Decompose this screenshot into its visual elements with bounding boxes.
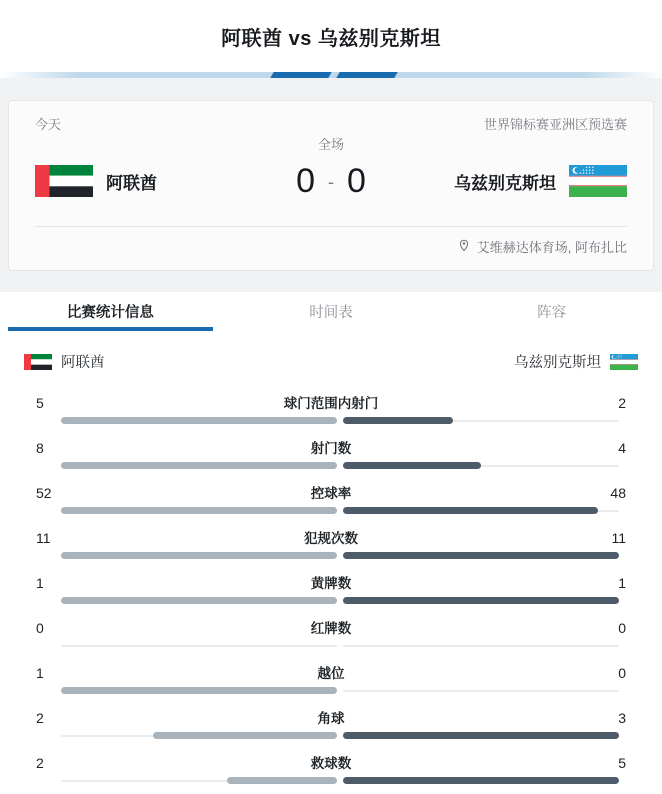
- stat-bar-away-track: [343, 642, 619, 649]
- stat-label: 犯规次数: [62, 530, 600, 547]
- stats-teams-header: [0, 353, 662, 370]
- tab-lineup[interactable]: [449, 292, 654, 331]
- stat-bar-home-track: [61, 642, 337, 649]
- stat-away-value: 1: [600, 575, 626, 592]
- venue-text: 艾维赫达体育场, 阿布扎比: [477, 237, 627, 256]
- stat-bar: [61, 507, 619, 514]
- home-team-name: 阿联酋: [106, 169, 157, 194]
- tab-label: 比赛统计信息: [67, 301, 154, 322]
- decorative-divider: [0, 72, 662, 78]
- uae-flag-icon: [35, 165, 93, 197]
- stat-home-value: 5: [36, 395, 62, 412]
- stat-bar-home-fill: [61, 507, 337, 514]
- page-header: [0, 0, 662, 72]
- match-card[interactable]: [8, 100, 654, 271]
- home-score: 0: [296, 162, 315, 201]
- stat-bar: [61, 597, 619, 604]
- stat-row: [0, 749, 662, 794]
- stat-row: [0, 434, 662, 479]
- stat-bar-home-track: [61, 597, 337, 604]
- venue-row: [35, 227, 627, 258]
- uzbekistan-flag-icon: [610, 354, 638, 370]
- stat-bar-home-track: [61, 417, 337, 424]
- tab-stats[interactable]: [8, 292, 213, 331]
- stat-bar-home-track: [61, 507, 337, 514]
- stat-label: 越位: [62, 665, 600, 682]
- stats-panel: [0, 292, 662, 794]
- score-separator: -: [328, 172, 334, 193]
- stat-bar: [61, 417, 619, 424]
- stat-home-value: 52: [36, 485, 62, 502]
- stats-home-team-name: 阿联酋: [61, 351, 105, 372]
- stat-row: [0, 569, 662, 614]
- stat-bar-home-track: [61, 462, 337, 469]
- stat-away-value: 5: [600, 755, 626, 772]
- location-pin-icon: [457, 238, 471, 255]
- stat-row: [0, 704, 662, 749]
- stat-label: 控球率: [62, 485, 600, 502]
- uzbekistan-flag-icon: [610, 354, 638, 370]
- stat-bar: [61, 462, 619, 469]
- uae-flag-icon: [24, 354, 52, 370]
- home-team: [35, 165, 296, 197]
- stat-away-value: 48: [600, 485, 626, 502]
- stat-home-value: 1: [36, 665, 62, 682]
- stat-bar-home-track: [61, 732, 337, 739]
- uae-flag-icon: [35, 165, 93, 197]
- tab-timeline[interactable]: [229, 292, 434, 331]
- stats-home-team: [24, 351, 105, 372]
- stat-home-value: 0: [36, 620, 62, 637]
- stat-bar-away-track: [343, 552, 619, 559]
- stat-bar-home-fill: [153, 732, 337, 739]
- match-period-label: 全场: [35, 136, 627, 154]
- stat-home-value: 8: [36, 440, 62, 457]
- stat-bar: [61, 687, 619, 694]
- page-title: 阿联酋 vs 乌兹别克斯坦: [221, 22, 441, 51]
- decorative-segment-right: [336, 72, 397, 78]
- stat-away-value: 4: [600, 440, 626, 457]
- stat-home-value: 2: [36, 710, 62, 727]
- stat-bar-away-fill: [343, 417, 453, 424]
- stat-bar-away-fill: [343, 732, 619, 739]
- score-section: [0, 78, 662, 292]
- stat-away-value: 2: [600, 395, 626, 412]
- stat-bar-home-fill: [61, 552, 337, 559]
- stat-row: [0, 389, 662, 434]
- stat-bar-home-fill: [61, 597, 337, 604]
- stat-row: [0, 659, 662, 704]
- stat-label: 红牌数: [62, 620, 600, 637]
- stat-row: [0, 479, 662, 524]
- competition-name: 世界锦标赛亚洲区预选赛: [484, 116, 627, 134]
- stat-bar-away-track: [343, 507, 619, 514]
- stat-away-value: 11: [600, 530, 626, 547]
- tab-label: 阵容: [537, 301, 566, 322]
- stat-away-value: 0: [600, 665, 626, 682]
- stat-label: 救球数: [62, 755, 600, 772]
- stat-bar-away-fill: [343, 462, 481, 469]
- away-team: [366, 165, 627, 197]
- stat-bar-away-fill: [343, 552, 619, 559]
- stat-bar-away-track: [343, 687, 619, 694]
- stat-bar-away-track: [343, 597, 619, 604]
- stat-home-value: 2: [36, 755, 62, 772]
- stat-away-value: 3: [600, 710, 626, 727]
- stat-bar: [61, 732, 619, 739]
- stat-bar-away-track: [343, 417, 619, 424]
- stat-bar-away-fill: [343, 507, 598, 514]
- uae-flag-icon: [24, 354, 52, 370]
- stats-list: [0, 389, 662, 794]
- stat-home-value: 1: [36, 575, 62, 592]
- stat-label: 角球: [62, 710, 600, 727]
- uzbekistan-flag-icon: [569, 165, 627, 197]
- stat-bar-home-track: [61, 552, 337, 559]
- stat-bar-away-fill: [343, 597, 619, 604]
- stat-label: 球门范围内射门: [62, 395, 600, 412]
- stat-bar: [61, 642, 619, 649]
- stat-bar-home-fill: [61, 462, 337, 469]
- stats-away-team: [514, 351, 638, 372]
- decorative-segment-left: [270, 72, 331, 78]
- stats-away-team-name: 乌兹别克斯坦: [514, 351, 601, 372]
- stat-bar-away-track: [343, 462, 619, 469]
- stat-bar-home-fill: [61, 687, 337, 694]
- tab-bar: [0, 292, 662, 331]
- match-score: [296, 162, 366, 201]
- stat-label: 射门数: [62, 440, 600, 457]
- scoreboard: [35, 161, 627, 201]
- stat-home-value: 11: [36, 530, 62, 547]
- away-score: 0: [347, 162, 366, 201]
- away-team-name: 乌兹别克斯坦: [454, 169, 556, 194]
- stat-bar-away-track: [343, 732, 619, 739]
- stat-bar-home-track: [61, 687, 337, 694]
- stat-row: [0, 524, 662, 569]
- tab-label: 时间表: [309, 301, 353, 322]
- stat-bar-home-fill: [61, 417, 337, 424]
- stat-row: [0, 614, 662, 659]
- stat-bar: [61, 552, 619, 559]
- stat-away-value: 0: [600, 620, 626, 637]
- uzbekistan-flag-icon: [569, 165, 627, 197]
- stat-label: 黄牌数: [62, 575, 600, 592]
- match-date-label: 今天: [35, 116, 61, 134]
